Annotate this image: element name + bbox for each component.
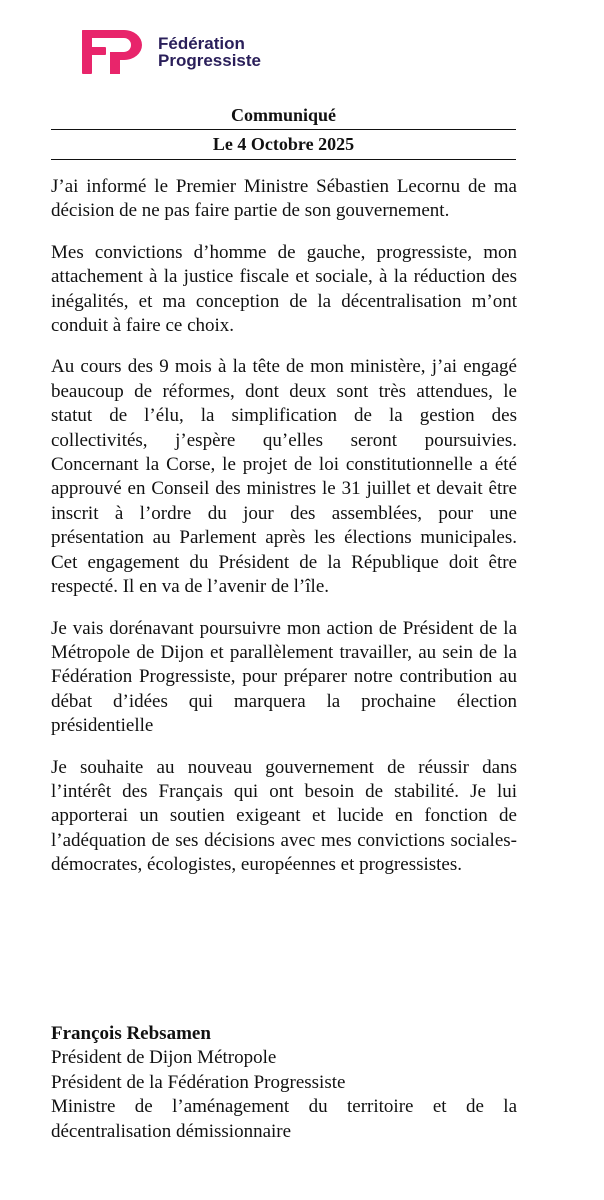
communique-date: Le 4 Octobre 2025: [51, 130, 516, 160]
signatory-title-1: Président de Dijon Métropole: [51, 1047, 277, 1069]
paragraph-2: Mes convictions d’homme de gauche, progressiste, mon attachement à la justice fiscale et sociale, à la réduction des inégalités, et ma conception de la décentralisation m’ont conduit à faire ce choix.: [51, 241, 517, 337]
logo-line-2: Progressiste: [158, 51, 261, 70]
logo-line-1: Fédération: [158, 34, 245, 53]
signatory-name: François Rebsamen: [51, 1023, 211, 1044]
communique-title: Communiqué: [51, 104, 516, 130]
fp-logo-icon: [82, 30, 144, 74]
communique-body: [51, 175, 517, 895]
signatory-title-2: Président de la Fédération Progressiste: [51, 1071, 346, 1093]
logo-wordmark: [158, 35, 261, 69]
signature-block: [51, 1022, 517, 1144]
federation-progressiste-logo: [82, 30, 261, 74]
paragraph-3: Au cours des 9 mois à la tête de mon ministère, j’ai engagé beaucoup de réformes, dont deux sont très attendues, le statut de l’élu, la simplification de la gestion des collectivités, j’espère qu’elles seront poursuivies. Concernant la Corse, le projet de loi constitutionnelle a été approuvé en Conseil des ministres le 31 juillet et devait être inscrit à l’ordre du jour des assemblées, pour une présentation au Parlement après les élections municipales. Cet engagement du Président de la République doit être respecté. Il en va de l’avenir de l’île.: [51, 356, 517, 598]
signatory-title-3: Ministre de l’aménagement du territoire et de la décentralisation démissionnaire: [51, 1096, 517, 1142]
paragraph-1: J’ai informé le Premier Ministre Sébastien Lecornu de ma décision de ne pas faire partie de son gouvernement.: [51, 176, 517, 222]
communique-header: [51, 104, 516, 160]
paragraph-5: Je souhaite au nouveau gouvernement de réussir dans l’intérêt des Français qui ont besoin de stabilité. Je lui apporterai un soutien exigeant et lucide en fonction de l’adéquation de ses décisions avec mes convictions sociales-démocrates, écologistes, européennes et progressistes.: [51, 756, 517, 876]
paragraph-4: Je vais dorénavant poursuivre mon action de Président de la Métropole de Dijon et parallèlement travailler, au sein de la Fédération Progressiste, pour préparer notre contribution au débat d’idées qui marquera la prochaine élection présidentielle: [51, 617, 517, 737]
